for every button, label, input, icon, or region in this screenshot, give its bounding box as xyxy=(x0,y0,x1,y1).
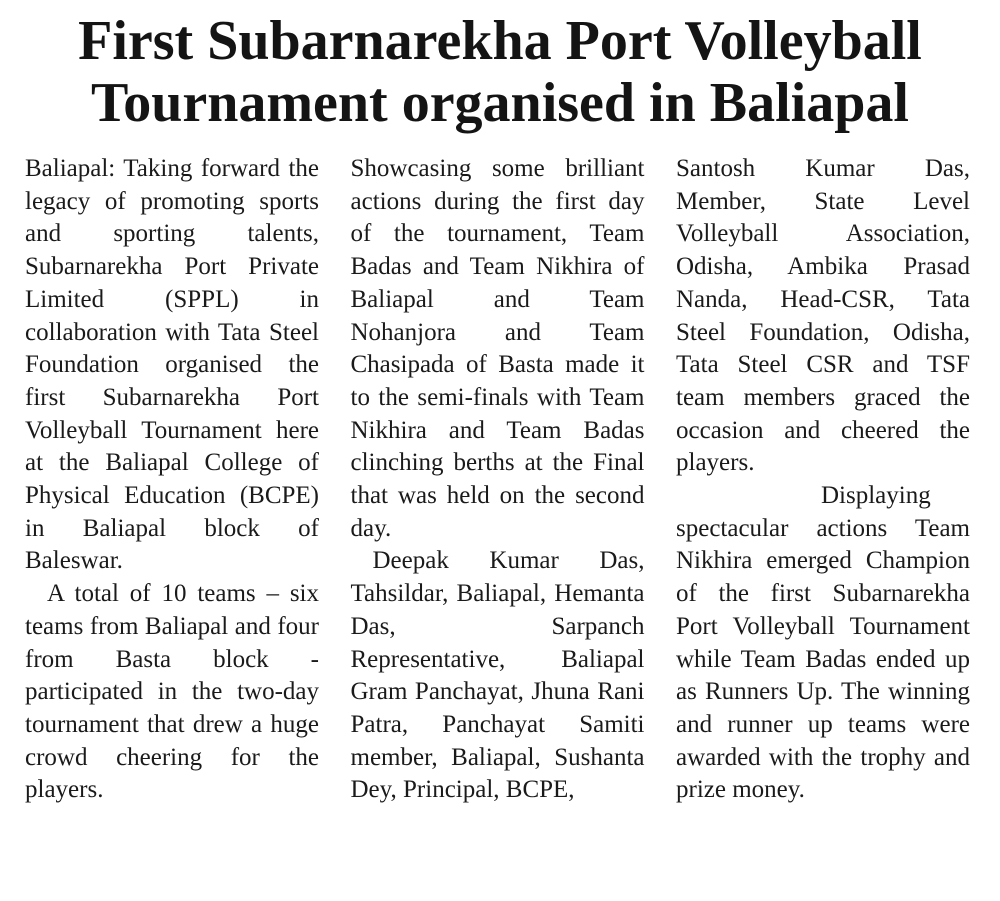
article-column-2 xyxy=(351,153,645,807)
article-body xyxy=(25,153,970,807)
headline xyxy=(20,10,980,134)
article-paragraph-4-start: Deepak Kumar Das, Tahsildar, Baliapal, Hemanta Das, Sarpanch Representative, Baliapal Gram Panchayat, Jhuna Rani Patra, Panchayat Samiti member, Baliapal, Sushanta Dey, Principal, BCPE, xyxy=(350,547,645,804)
article-column-1 xyxy=(25,153,319,807)
headline-line-2: Tournament organised in Baliapal xyxy=(91,72,909,134)
article-paragraph-5: Displaying spectacular actions Team Nikhira emerged Champion of the first Subarnarekha Port Volleyball Tournament while Team Badas ended up as Runners Up. The winning and runner up teams were awarded with the trophy and prize money. xyxy=(676,482,970,804)
article-paragraph-3: Showcasing some brilliant actions during the first day of the tournament, Team Badas and Team Nikhira of Baliapal and Team Nohanjora and Team Chasipada of Basta made it to the semi-finals with Team Nikhira and Team Badas clinching berths at the Final that was held on the second day. xyxy=(350,155,645,542)
article-paragraph-1: Baliapal: Taking forward the legacy of promoting sports and sporting talents, Subarnarekha Port Private Limited (SPPL) in collaboration with Tata Steel Foundation organised the first Subarnarekha Port Volleyball Tournament here at the Baliapal College of Physical Education (BCPE) in Baliapal block of Baleswar. xyxy=(25,155,319,575)
article-paragraph-4-end: Santosh Kumar Das, Member, State Level Volleyball Association, Odisha, Ambika Prasad Nanda, Head-CSR, Tata Steel Foundation, Odisha, Tata Steel CSR and TSF team members graced the occasion and cheered the players. xyxy=(676,155,970,477)
headline-line-1: First Subarnarekha Port Volleyball xyxy=(78,10,922,72)
article-paragraph-2: A total of 10 teams – six teams from Baliapal and four from Basta block - participated in the two-day tournament that drew a huge crowd cheering for the players. xyxy=(25,580,319,804)
article-column-3 xyxy=(676,153,970,807)
